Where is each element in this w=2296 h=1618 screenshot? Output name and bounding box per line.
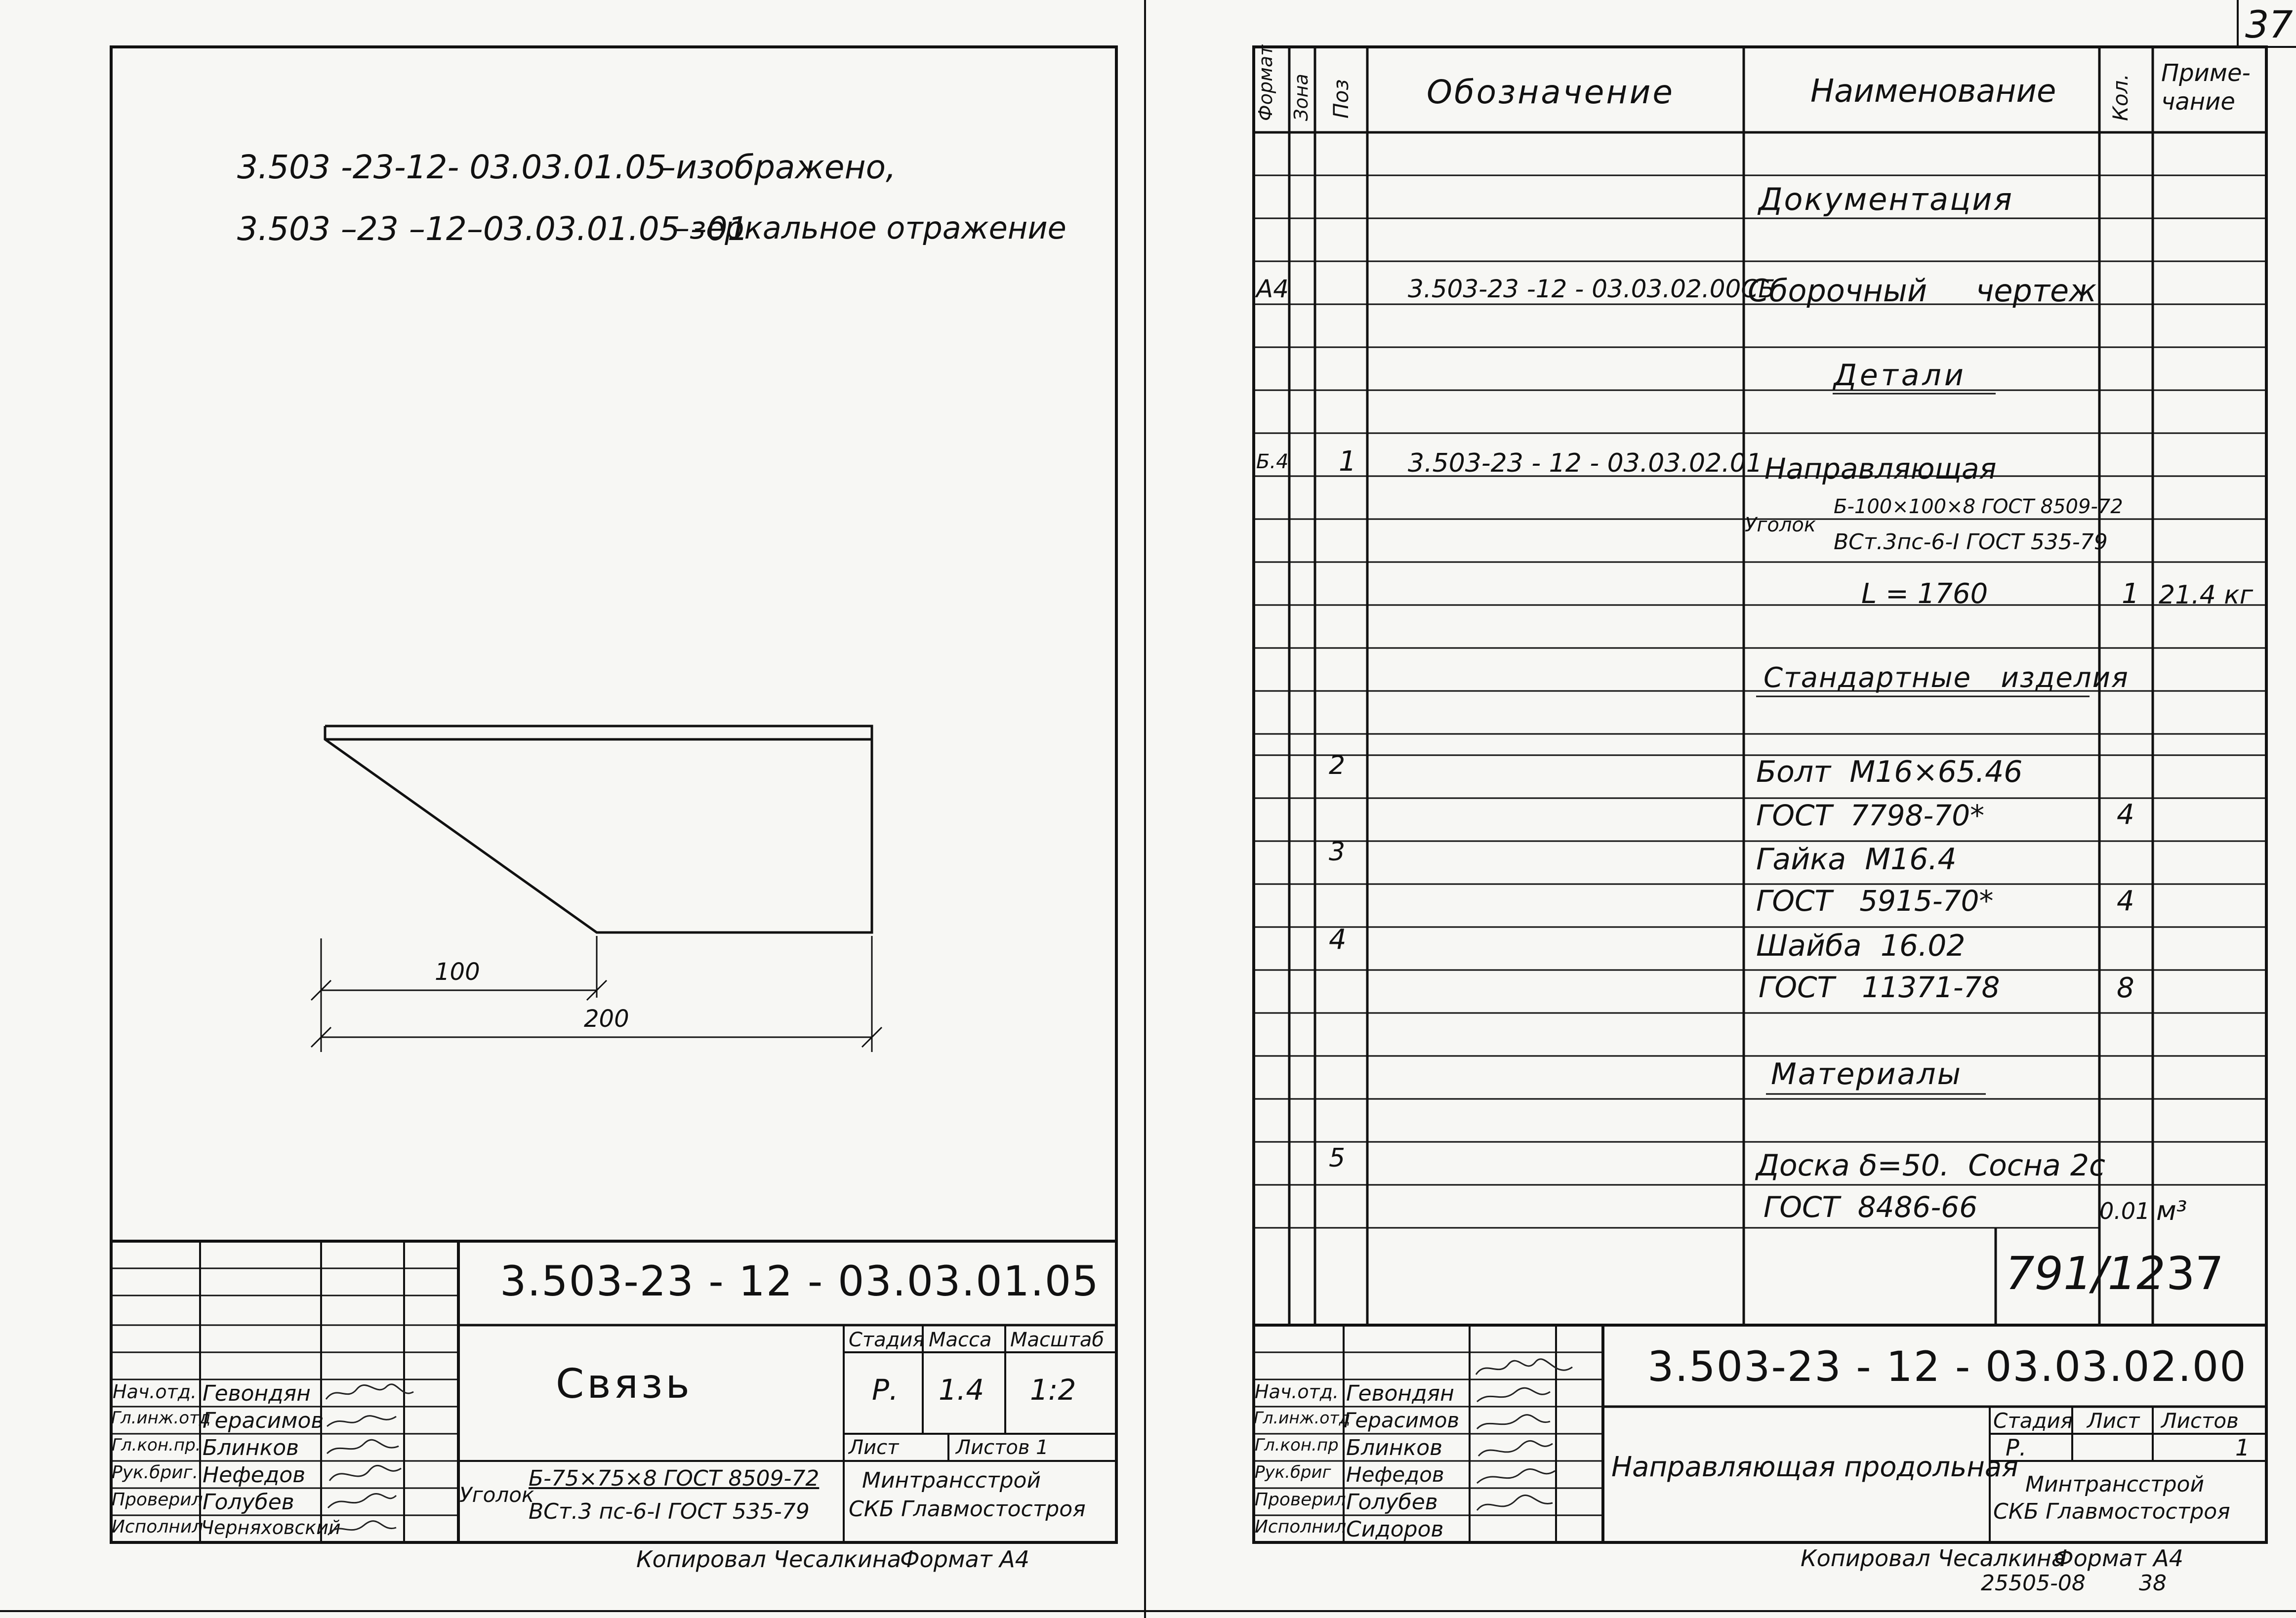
header-designation: Обозначение [1427, 73, 1675, 111]
spec-row-qty: 4 [2117, 885, 2134, 917]
right-signatures [1471, 1352, 1590, 1542]
page-number: 37 [2245, 2, 2293, 46]
inventory-sheet: 37 [2166, 1247, 2224, 1300]
header-name: Наименование [1810, 73, 2056, 110]
left-role-1: Гл.инж.отд [111, 1408, 211, 1428]
right-title: Направляющая продольная [1611, 1451, 2018, 1483]
archive-number: 25505-08 [1981, 1571, 2086, 1596]
spec-row-qty: 8 [2117, 972, 2134, 1004]
left-role-0: Нач.отд. [113, 1381, 197, 1403]
right-org-line2: СКБ Главмостостроя [1993, 1499, 2230, 1524]
left-sheets-label: Листов 1 [956, 1436, 1049, 1459]
right-sheets-header: Листов [2161, 1409, 2239, 1433]
bracket-part-outline [325, 726, 872, 932]
spec-material-prefix: Уголок [1745, 514, 1816, 536]
right-name-1: Герасимов [1344, 1408, 1460, 1432]
right-doc-code: 3.503-23 - 12 - 03.03.02.00 [1647, 1342, 2247, 1391]
left-scale-value: 1:2 [1030, 1373, 1076, 1407]
left-scale-header: Масштаб [1010, 1329, 1105, 1351]
header-note-1: Приме- [2161, 59, 2251, 87]
spec-row-pos: 5 [1329, 1143, 1346, 1173]
spec-row-name: ГОСТ 7798-70* [1756, 799, 1985, 832]
header-note-2: чание [2161, 88, 2235, 116]
left-name-3: Нефедов [203, 1462, 306, 1488]
spec-row-format: А4 [1256, 275, 1289, 303]
right-stage-value: Р. [2006, 1434, 2027, 1461]
right-role-0: Нач.отд. [1255, 1381, 1339, 1403]
right-name-3: Нефедов [1346, 1462, 1444, 1487]
right-role-5: Исполнил [1255, 1517, 1347, 1537]
left-mass-value: 1.4 [939, 1373, 984, 1407]
note-line1-text: –изображено, [659, 148, 896, 186]
spec-row-name: Направляющая [1764, 452, 1997, 485]
spec-row-qty: 0.01 [2099, 1198, 2150, 1224]
spec-row-name: ГОСТ 5915-70* [1756, 884, 1994, 918]
spec-row-designation: 3.503-23 - 12 - 03.03.02.01 [1408, 448, 1763, 478]
right-footer-copied: Копировал Чесалкина [1801, 1545, 2066, 1572]
left-org-line1: Минтрансстрой [862, 1468, 1041, 1493]
left-sheet-label: Лист [849, 1436, 899, 1459]
right-footer-format: Формат А4 [2054, 1545, 2183, 1572]
dimension-200: 200 [584, 1005, 629, 1033]
spec-row-qty: 4 [2117, 799, 2134, 831]
spec-row-name: ГОСТ 11371-78 [1759, 971, 2000, 1004]
spec-row-pos: 1 [1339, 445, 1356, 478]
left-role-4: Проверил [112, 1490, 203, 1510]
spec-row-pos: 2 [1329, 751, 1346, 780]
spec-row-qty: 1 [2122, 578, 2139, 610]
spec-row-designation: 3.503-23 -12 - 03.03.02.00СБ [1408, 275, 1775, 303]
spec-row-pos: 3 [1329, 837, 1346, 867]
left-org-line2: СКБ Главмостостроя [849, 1497, 1086, 1522]
right-name-5: Сидоров [1346, 1517, 1444, 1542]
left-name-2: Блинков [203, 1435, 299, 1460]
left-role-5: Исполнил [112, 1517, 204, 1537]
header-qty: Кол. [2108, 74, 2132, 121]
dimension-100: 100 [435, 958, 480, 986]
right-role-3: Рук.бриг [1255, 1462, 1331, 1482]
section-documentation: Документация [1759, 181, 2013, 217]
left-role-3: Рук.бриг. [112, 1462, 199, 1483]
right-name-2: Блинков [1346, 1435, 1443, 1460]
spec-row-pos: 4 [1329, 924, 1347, 956]
right-sheet-header: Лист [2087, 1409, 2140, 1433]
left-material-line1: Б-75×75×8 ГОСТ 8509-72 [529, 1466, 820, 1491]
spec-row-format: Б.4 [1256, 450, 1289, 473]
left-title: Связь [556, 1361, 693, 1408]
note-line2-text: –зеркальное отражение [674, 210, 1066, 246]
spec-row-name: Шайба 16.02 [1756, 929, 1966, 963]
left-footer-format: Формат А4 [900, 1546, 1029, 1573]
spec-row-name: L = 1760 [1861, 578, 1988, 610]
archive-sheet: 38 [2139, 1571, 2167, 1596]
right-role-4: Проверил [1255, 1490, 1346, 1510]
spec-row-name: Доска δ=50. Сосна 2с [1756, 1148, 2106, 1183]
inventory-number: 791/12 [2006, 1247, 2166, 1300]
left-name-5: Черняховский [201, 1517, 341, 1538]
left-stage-header: Стадия [849, 1329, 925, 1351]
left-doc-code: 3.503-23 - 12 - 03.03.01.05 [500, 1257, 1100, 1305]
left-material-line2: ВСт.3 пс-6-I ГОСТ 535-79 [529, 1499, 810, 1524]
left-signatures [322, 1379, 421, 1542]
spec-row-note: м³ [2156, 1195, 2187, 1226]
left-material-prefix: Уголок [459, 1483, 534, 1507]
header-pos: Поз [1329, 79, 1353, 119]
spec-row-name: ГОСТ 8486-66 [1763, 1190, 1978, 1224]
left-stage-value: Р. [872, 1373, 899, 1407]
right-role-1: Гл.инж.отд [1254, 1408, 1351, 1427]
left-name-0: Гевондян [203, 1381, 311, 1406]
spec-row-name: Болт М16×65.46 [1756, 755, 2023, 789]
spec-row-note: 21.4 кг [2159, 580, 2254, 610]
spec-row-name: Гайка М16.4 [1756, 842, 1957, 877]
section-standard-items: Стандартные изделия [1763, 662, 2129, 694]
left-role-2: Гл.кон.пр. [112, 1435, 201, 1455]
note-line2-code: 3.503 –23 –12–03.03.01.05 –01 [237, 210, 748, 248]
section-details: Детали [1834, 358, 1967, 393]
right-name-4: Голубев [1346, 1490, 1438, 1515]
right-stage-header: Стадия [1993, 1409, 2073, 1433]
right-name-0: Гевондян [1346, 1381, 1454, 1406]
right-org-line1: Минтрансстрой [2025, 1472, 2205, 1497]
section-materials: Материалы [1771, 1057, 1962, 1092]
spec-material-line2: ВСт.3пс-6-I ГОСТ 535-79 [1834, 529, 2108, 555]
header-format: Формат [1255, 44, 1276, 121]
left-name-1: Герасимов [203, 1408, 324, 1433]
spec-material-line1: Б-100×100×8 ГОСТ 8509-72 [1834, 495, 2123, 518]
left-footer-copied: Копировал Чесалкина [636, 1546, 902, 1573]
right-role-2: Гл.кон.пр [1255, 1435, 1339, 1455]
left-name-4: Голубев [203, 1490, 294, 1515]
left-mass-header: Масса [929, 1329, 992, 1351]
spec-row-name: Сборочный чертеж [1748, 273, 2096, 309]
header-zone: Зона [1290, 74, 1312, 121]
right-sheets-value: 1 [2235, 1434, 2250, 1461]
note-line1-code: 3.503 -23-12- 03.03.01.05 [237, 148, 667, 186]
